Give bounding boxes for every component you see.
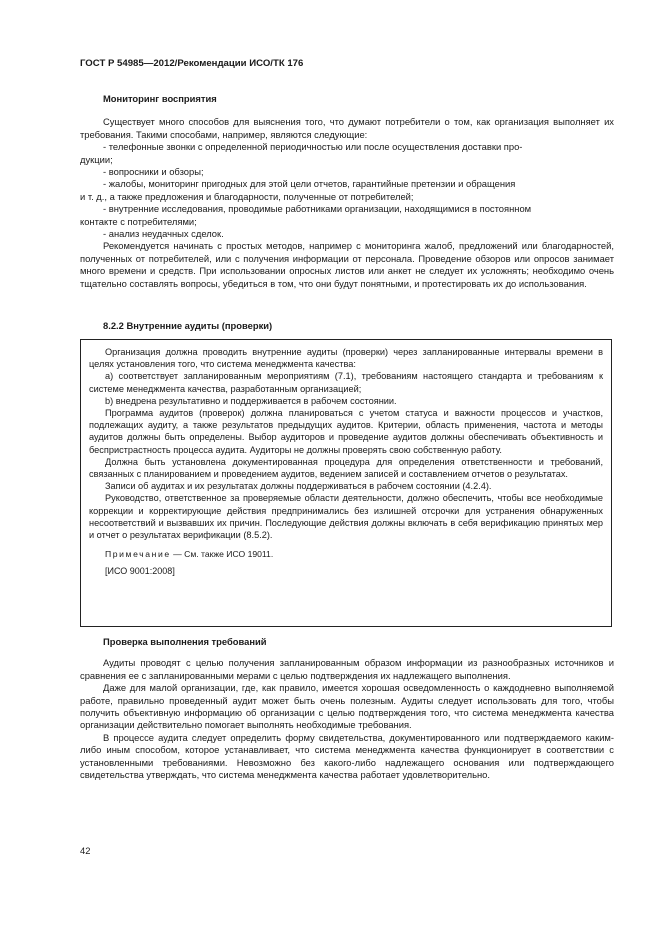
page-number: 42 — [80, 845, 91, 856]
paragraph: Рекомендуется начинать с простых методов, например с мониторинга жалоб, предложений или благодарностей, полученных от потребителей, или с получения информации от персонала. Проведение обзоров или опросов занимает много времени и средств. При использовании опросных листов или анкет не следует их усложнять; необходимо очень тщательно составлять вопросы, убедиться в том, что они будут понятными, и протестировать их до использования. — [80, 240, 614, 289]
paragraph: Программа аудитов (проверок) должна планироваться с учетом статуса и важности процессов и участков, подлежащих аудиту, а также результатов предыдущих аудитов. Критерии, область применения, частота и методы аудитов должны быть определены. Выбор аудиторов и проведение аудитов должны обеспечивать объективность и беспристрастность процесса аудита. Аудиторы не должны проверять свою собственную работу. — [89, 408, 603, 455]
section-customer-perception — [80, 93, 614, 290]
paragraph: Организация должна проводить внутренние аудиты (проверки) через запланированные интервалы времени в целях установления того, что система менеджмента качества: — [89, 347, 603, 370]
list-item: - внутренние исследования, проводимые работниками организации, находящимися в постоянном — [103, 203, 532, 215]
document-header: ГОСТ Р 54985—2012/Рекомендации ИСО/ТК 176 — [80, 58, 304, 69]
list-item-continuation: контакте с потребителями; — [80, 215, 197, 227]
list-item-a: a) соответствует запланированным мероприятиям (7.1), требованиям настоящего стандарта и требованиям к системе менеджмента качества, разработанным организацией; — [89, 371, 603, 394]
paragraph: Должна быть установлена документированная процедура для определения ответственности и требований, связанных с планированием и проведением аудитов, ведением записей и составлением отчетов о результатах. — [89, 456, 603, 480]
paragraph: Существует много способов для выяснения того, что думают потребители о том, как организация выполняет их требования. Такими способами, например, являются следующие: — [80, 116, 614, 140]
list-item: - вопросники и обзоры; — [103, 166, 204, 178]
section-compliance-check — [80, 636, 614, 781]
list-item-continuation: дукции; — [80, 153, 113, 165]
note-text: — См. также ИСО 19011. — [170, 549, 274, 560]
section-heading: Мониторинг восприятия — [103, 93, 217, 104]
source-reference: [ИСО 9001:2008] — [105, 566, 175, 577]
list-item-continuation: и т. д., а также предложения и благодарности, полученные от потребителей; — [80, 190, 414, 202]
iso-quote-box — [80, 339, 612, 627]
paragraph: Аудиты проводят с целью получения запланированным образом информации из разнообразных источников и сравнения ее с запланированными мерами с целью подтверждения их надлежащего выполнения. — [80, 657, 614, 681]
paragraph: Записи об аудитах и их результатах должны поддерживаться в рабочем состоянии (4.2.4). — [105, 481, 492, 492]
list-item-b: b) внедрена результативно и поддерживается в рабочем состоянии. — [105, 395, 397, 406]
note — [89, 548, 603, 560]
paragraph: В процессе аудита следует определить форму свидетельства, документированного или подтверждаемого каким-либо иным способом, которое устанавливает, что система менеджмента качества функционирует в соответствии с установленными требованиями. Невозможно без какого-либо надлежащего основания или подтверждающего свидетельства утверждать, что система менеджмента качества работает удовлетворительно. — [80, 731, 614, 781]
clause-heading-8-2-2: 8.2.2 Внутренние аудиты (проверки) — [103, 320, 273, 331]
section-heading: Проверка выполнения требований — [103, 636, 267, 647]
paragraph: Даже для малой организации, где, как правило, имеется хорошая осведомленность о каждодневно выполняемой работе, правильно проведенный аудит может быть очень полезным. Аудиты следует использовать для того, чтобы получить объективную информацию об организации с целью подтверждения того, что система менеджмента качества организации действительно помогает выполнять необходимые требования. — [80, 682, 614, 731]
list-item: - жалобы, мониторинг пригодных для этой цели отчетов, гарантийные претензии и обращения — [103, 178, 516, 190]
list-item: - анализ неудачных сделок. — [103, 228, 224, 240]
list-item: - телефонные звонки с определенной периодичностью или после осуществления доставки про- — [103, 141, 523, 153]
paragraph: Руководство, ответственное за проверяемые области деятельности, должно обеспечить, чтобы все необходимые коррекции и корректирующие действия предпринимались без излишней отсрочки для устранения обнаруженных несоответствий и вызвавших их причин. Последующие действия должны включать в себя верификацию принятых мер и отчет о результатах верификации (8.5.2). — [89, 493, 603, 541]
note-label: Примечание — [105, 549, 171, 560]
